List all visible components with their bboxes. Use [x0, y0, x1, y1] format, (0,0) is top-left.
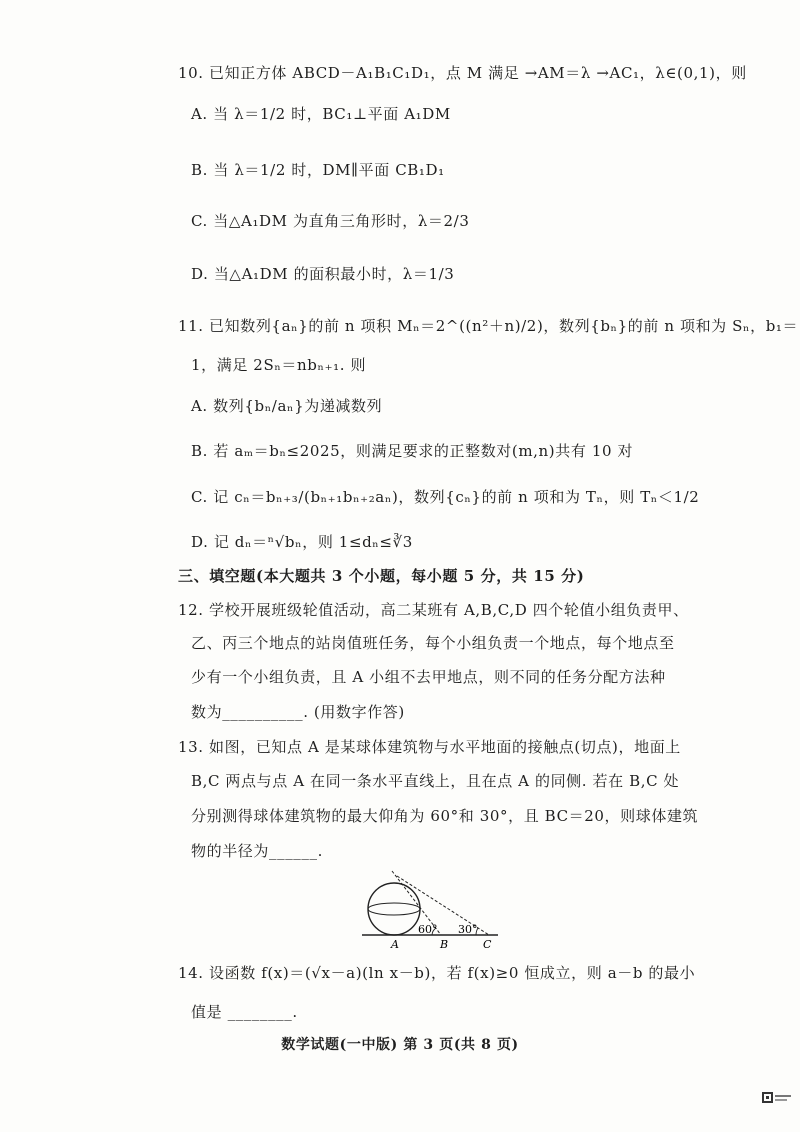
question-11-option-a: A. 数列{bₙ/aₙ}为递减数列 — [191, 397, 383, 415]
question-13-line-2: B,C 两点与点 A 在同一条水平直线上，且在点 A 的同侧. 若在 B,C 处 — [191, 772, 680, 790]
page-footer: 数学试题(一中版) 第 3 页(共 8 页) — [281, 1037, 519, 1053]
question-12-line-4: 数为__________. (用数字作答) — [191, 703, 405, 721]
question-13-line-1: 13. 如图，已知点 A 是某球体建筑物与水平地面的接触点(切点)，地面上 — [178, 738, 681, 756]
question-10-option-a: A. 当 λ＝1/2 时，BC₁⊥平面 A₁DM — [191, 105, 451, 123]
question-13-line-4: 物的半径为______. — [191, 842, 323, 860]
sphere-equator — [368, 903, 420, 915]
question-12-line-1: 12. 学校开展班级轮值活动，高二某班有 A,B,C,D 四个轮值小组负责甲、 — [178, 601, 689, 619]
point-label-c: C — [483, 938, 492, 950]
angle-label-c: 30° — [458, 923, 478, 936]
angle-label-b: 60° — [418, 923, 438, 936]
question-12-line-2: 乙、丙三个地点的站岗值班任务，每个小组负责一个地点，每个地点至 — [191, 634, 675, 652]
sphere-building-figure — [360, 862, 510, 950]
question-13-line-3: 分别测得球体建筑物的最大仰角为 60°和 30°，且 BC＝20，则球体建筑 — [191, 807, 699, 825]
question-11-option-d: D. 记 dₙ＝ⁿ√bₙ，则 1≤dₙ≤∛3 — [191, 533, 413, 551]
question-10-option-b: B. 当 λ＝1/2 时，DM∥平面 CB₁D₁ — [191, 161, 445, 179]
question-11-option-b: B. 若 aₘ＝bₙ≤2025，则满足要求的正整数对(m,n)共有 10 对 — [191, 442, 634, 460]
question-11-stem-line-1: 11. 已知数列{aₙ}的前 n 项积 Mₙ＝2^((n²＋n)/2)，数列{bₙ}的前 n 项和为 Sₙ，b₁＝ — [178, 317, 799, 335]
question-12-line-3: 少有一个小组负责，且 A 小组不去甲地点，则不同的任务分配方法种 — [191, 668, 666, 686]
question-14-line-1: 14. 设函数 f(x)＝(√x－a)(ln x－b)，若 f(x)≥0 恒成立，则 a－b 的最小 — [178, 964, 696, 982]
question-10-stem: 10. 已知正方体 ABCD－A₁B₁C₁D₁，点 M 满足 →AM＝λ →AC₁，λ∈(0,1)，则 — [178, 64, 747, 82]
question-11-stem-line-2: 1，满足 2Sₙ＝nbₙ₊₁. 则 — [191, 356, 367, 374]
section-heading-fill-in: 三、填空题(本大题共 3 个小题，每小题 5 分，共 15 分) — [178, 567, 585, 585]
question-11-option-c: C. 记 cₙ＝bₙ₊₃/(bₙ₊₁bₙ₊₂aₙ)，数列{cₙ}的前 n 项和为 Tₙ，则 Tₙ＜1/2 — [191, 488, 700, 506]
sphere-outline — [368, 883, 420, 935]
point-label-a: A — [391, 938, 399, 950]
question-10-option-d: D. 当△A₁DM 的面积最小时，λ＝1/3 — [191, 265, 455, 283]
point-label-b: B — [440, 938, 449, 950]
question-10-option-c: C. 当△A₁DM 为直角三角形时，λ＝2/3 — [191, 212, 470, 230]
scanner-logo-icon — [762, 1091, 792, 1105]
question-14-line-2: 值是 ________. — [191, 1003, 298, 1021]
